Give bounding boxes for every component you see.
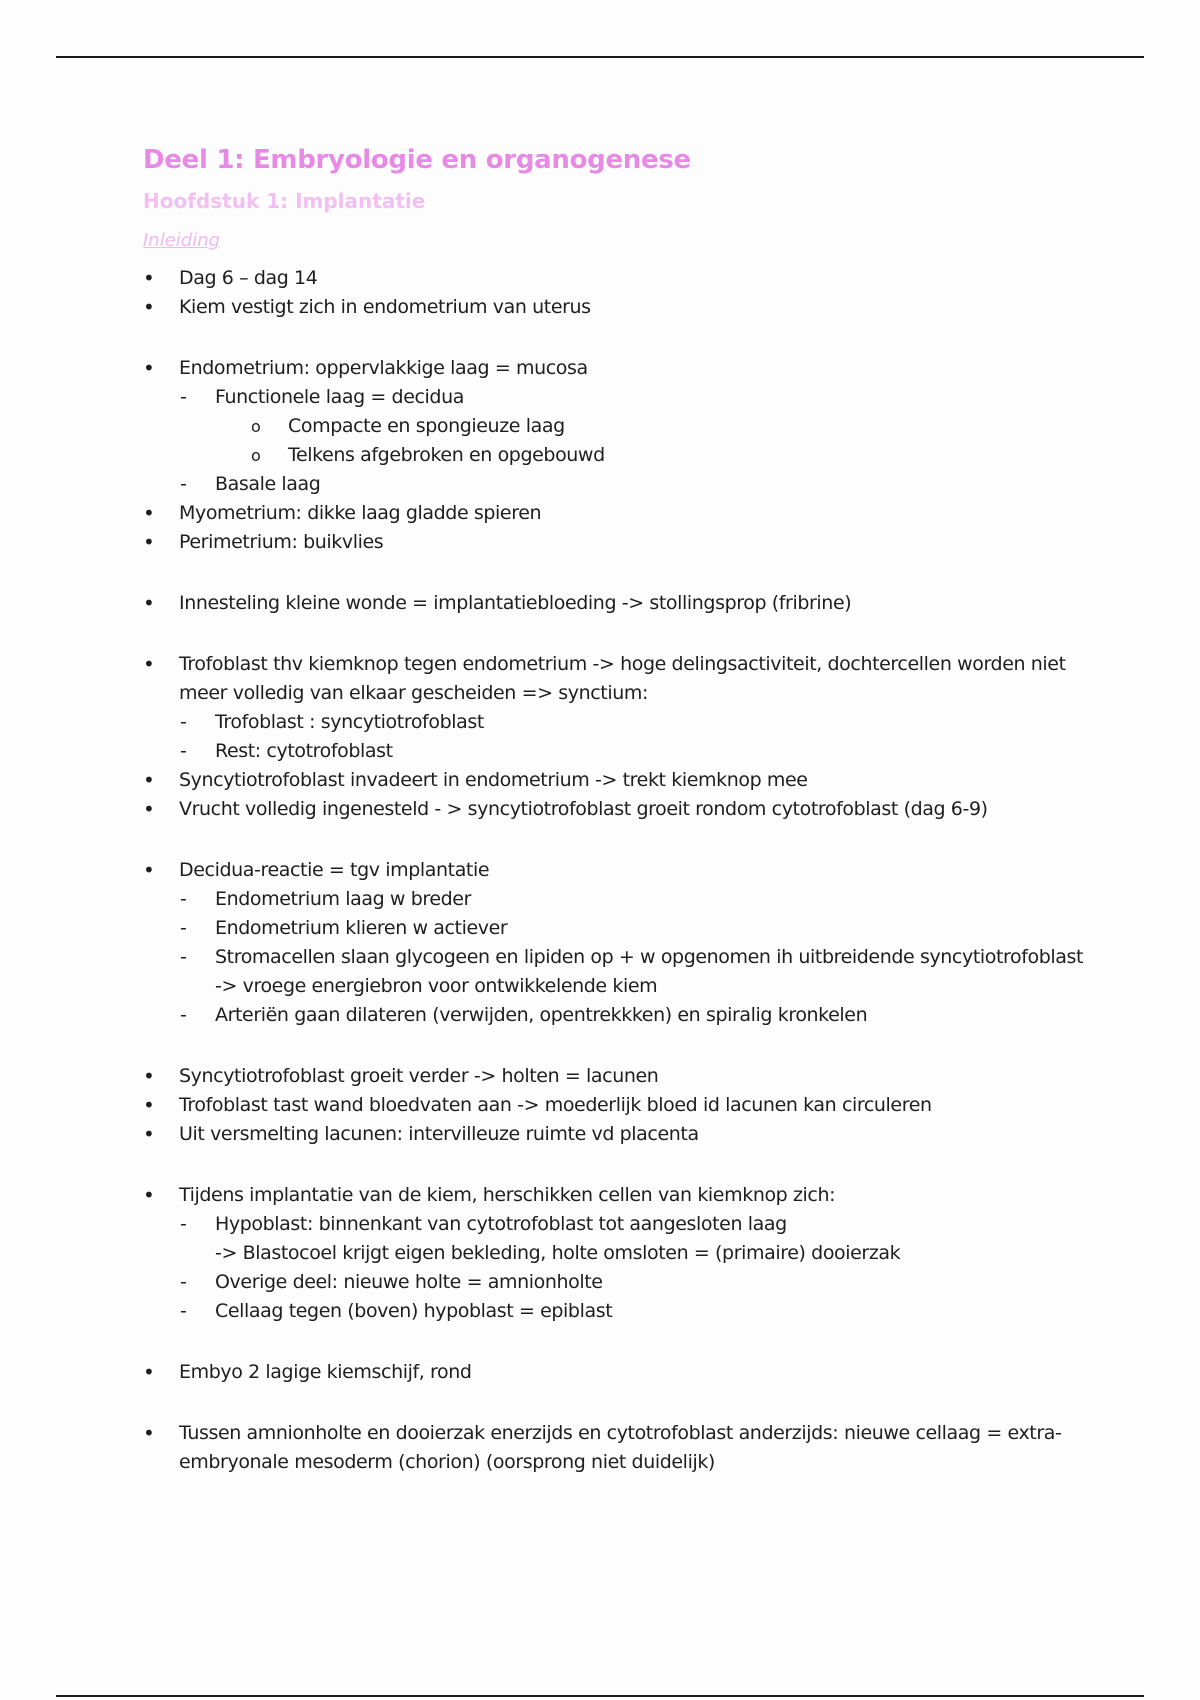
list-item-text: Trofoblast thv kiemknop tegen endometrium -> hoge delingsactiviteit, dochtercellen worden niet meer volledig van elkaar gescheiden => synctium: — [179, 653, 1066, 704]
list-item-text: Trofoblast : syncytiotrofoblast — [215, 711, 484, 733]
bullet-marker: • — [143, 1093, 155, 1117]
block-spacer — [143, 1387, 1093, 1419]
bullet-marker: • — [143, 1183, 155, 1207]
list-item — [143, 1419, 1093, 1477]
circle-marker: o — [251, 446, 261, 465]
list-item-text: Uit versmelting lacunen: intervilleuze ruimte vd placenta — [179, 1123, 699, 1145]
dash-marker: - — [180, 1004, 187, 1026]
dash-marker: - — [180, 946, 187, 968]
list-item-text: Endometrium klieren w actiever — [215, 917, 508, 939]
list-item-text: Endometrium: oppervlakkige laag = mucosa — [179, 357, 588, 379]
list-item — [143, 943, 1093, 1001]
list-item-text: Compacte en spongieuze laag — [288, 415, 565, 437]
dash-marker: - — [180, 473, 187, 495]
list-item — [143, 795, 1093, 824]
block-spacer — [143, 618, 1093, 650]
list-item-text: Endometrium laag w breder — [215, 888, 472, 910]
dash-marker: - — [180, 386, 187, 408]
top-rule — [56, 56, 1144, 58]
list-item-text: Syncytiotrofoblast groeit verder -> holten = lacunen — [179, 1065, 659, 1087]
list-item-text: Perimetrium: buikvlies — [179, 531, 384, 553]
list-item-text: Hypoblast: binnenkant van cytotrofoblast tot aangesloten laag — [215, 1213, 787, 1235]
block-spacer — [143, 557, 1093, 589]
list-item-text: Dag 6 – dag 14 — [179, 267, 318, 289]
bullet-marker: • — [143, 1360, 155, 1384]
block-spacer — [143, 322, 1093, 354]
dash-marker: - — [180, 917, 187, 939]
list-item-text: -> Blastocoel krijgt eigen bekleding, holte omsloten = (primaire) dooierzak — [215, 1242, 901, 1264]
dash-marker: - — [180, 740, 187, 762]
list-item-text: Functionele laag = decidua — [215, 386, 464, 408]
list-item — [143, 412, 1093, 441]
bullet-marker: • — [143, 295, 155, 319]
dash-marker: - — [180, 1213, 187, 1235]
bullet-marker: • — [143, 768, 155, 792]
list-item — [143, 528, 1093, 557]
list-item — [143, 650, 1093, 708]
list-item-text: Basale laag — [215, 473, 321, 495]
list-item — [143, 856, 1093, 885]
list-item — [143, 441, 1093, 470]
list-item — [143, 1120, 1093, 1149]
list-item — [143, 708, 1093, 737]
section-heading: Inleiding — [143, 230, 221, 251]
bullet-marker: • — [143, 266, 155, 290]
list-item-text: Overige deel: nieuwe holte = amnionholte — [215, 1271, 603, 1293]
list-item-text: Cellaag tegen (boven) hypoblast = epiblast — [215, 1300, 613, 1322]
bullet-marker: • — [143, 501, 155, 525]
list-item — [143, 1001, 1093, 1030]
list-item — [143, 1358, 1093, 1387]
list-item — [143, 885, 1093, 914]
list-item-text: Arteriën gaan dilateren (verwijden, opentrekkken) en spiralig kronkelen — [215, 1004, 868, 1026]
block-spacer — [143, 824, 1093, 856]
list-item-text: Kiem vestigt zich in endometrium van uterus — [179, 296, 591, 318]
list-item — [143, 354, 1093, 383]
list-item — [143, 470, 1093, 499]
chapter-heading: Hoofdstuk 1: Implantatie — [143, 189, 426, 213]
list-item-text: Rest: cytotrofoblast — [215, 740, 393, 762]
list-item — [143, 737, 1093, 766]
bullet-marker: • — [143, 1064, 155, 1088]
list-item — [143, 1239, 1093, 1268]
list-item — [143, 1181, 1093, 1210]
dash-marker: - — [180, 1271, 187, 1293]
list-item-text: Telkens afgebroken en opgebouwd — [288, 444, 605, 466]
notes-list — [143, 264, 1093, 1477]
list-item-text: Vrucht volledig ingenesteld - > syncytiotrofoblast groeit rondom cytotrofoblast (dag 6-9) — [179, 798, 988, 820]
list-item — [143, 293, 1093, 322]
document-title: Deel 1: Embryologie en organogenese — [143, 145, 691, 175]
list-item-text: Decidua-reactie = tgv implantatie — [179, 859, 490, 881]
dash-marker: - — [180, 711, 187, 733]
block-spacer — [143, 1326, 1093, 1358]
block-spacer — [143, 1149, 1093, 1181]
dash-marker: - — [180, 1300, 187, 1322]
list-item — [143, 383, 1093, 412]
list-item-text: Myometrium: dikke laag gladde spieren — [179, 502, 542, 524]
list-item — [143, 1297, 1093, 1326]
list-item — [143, 1268, 1093, 1297]
circle-marker: o — [251, 417, 261, 436]
list-item — [143, 264, 1093, 293]
bullet-marker: • — [143, 530, 155, 554]
list-item — [143, 1091, 1093, 1120]
bullet-marker: • — [143, 858, 155, 882]
bullet-marker: • — [143, 652, 155, 676]
dash-marker: - — [180, 888, 187, 910]
list-item-text: Stromacellen slaan glycogeen en lipiden op + w opgenomen ih uitbreidende syncytiotrofoblast -> vroege energiebron voor ontwikkelende kiem — [215, 946, 1084, 997]
bullet-marker: • — [143, 356, 155, 380]
list-item — [143, 589, 1093, 618]
list-item — [143, 1210, 1093, 1239]
list-item-text: Tijdens implantatie van de kiem, herschikken cellen van kiemknop zich: — [179, 1184, 836, 1206]
list-item-text: Tussen amnionholte en dooierzak enerzijds en cytotrofoblast anderzijds: nieuwe cellaag = extra-embryonale mesoderm (chorion) (oorsprong niet duidelijk) — [179, 1422, 1062, 1473]
list-item-text: Trofoblast tast wand bloedvaten aan -> moederlijk bloed id lacunen kan circuleren — [179, 1094, 932, 1116]
bottom-rule — [56, 1695, 1144, 1697]
list-item — [143, 766, 1093, 795]
bullet-marker: • — [143, 591, 155, 615]
list-item — [143, 914, 1093, 943]
list-item-text: Syncytiotrofoblast invadeert in endometrium -> trekt kiemknop mee — [179, 769, 808, 791]
list-item — [143, 499, 1093, 528]
list-item-text: Embyo 2 lagige kiemschijf, rond — [179, 1361, 472, 1383]
bullet-marker: • — [143, 1122, 155, 1146]
bullet-marker: • — [143, 797, 155, 821]
list-item — [143, 1062, 1093, 1091]
bullet-marker: • — [143, 1421, 155, 1445]
block-spacer — [143, 1030, 1093, 1062]
list-item-text: Innesteling kleine wonde = implantatiebloeding -> stollingsprop (fribrine) — [179, 592, 852, 614]
page-content — [143, 140, 1093, 1477]
